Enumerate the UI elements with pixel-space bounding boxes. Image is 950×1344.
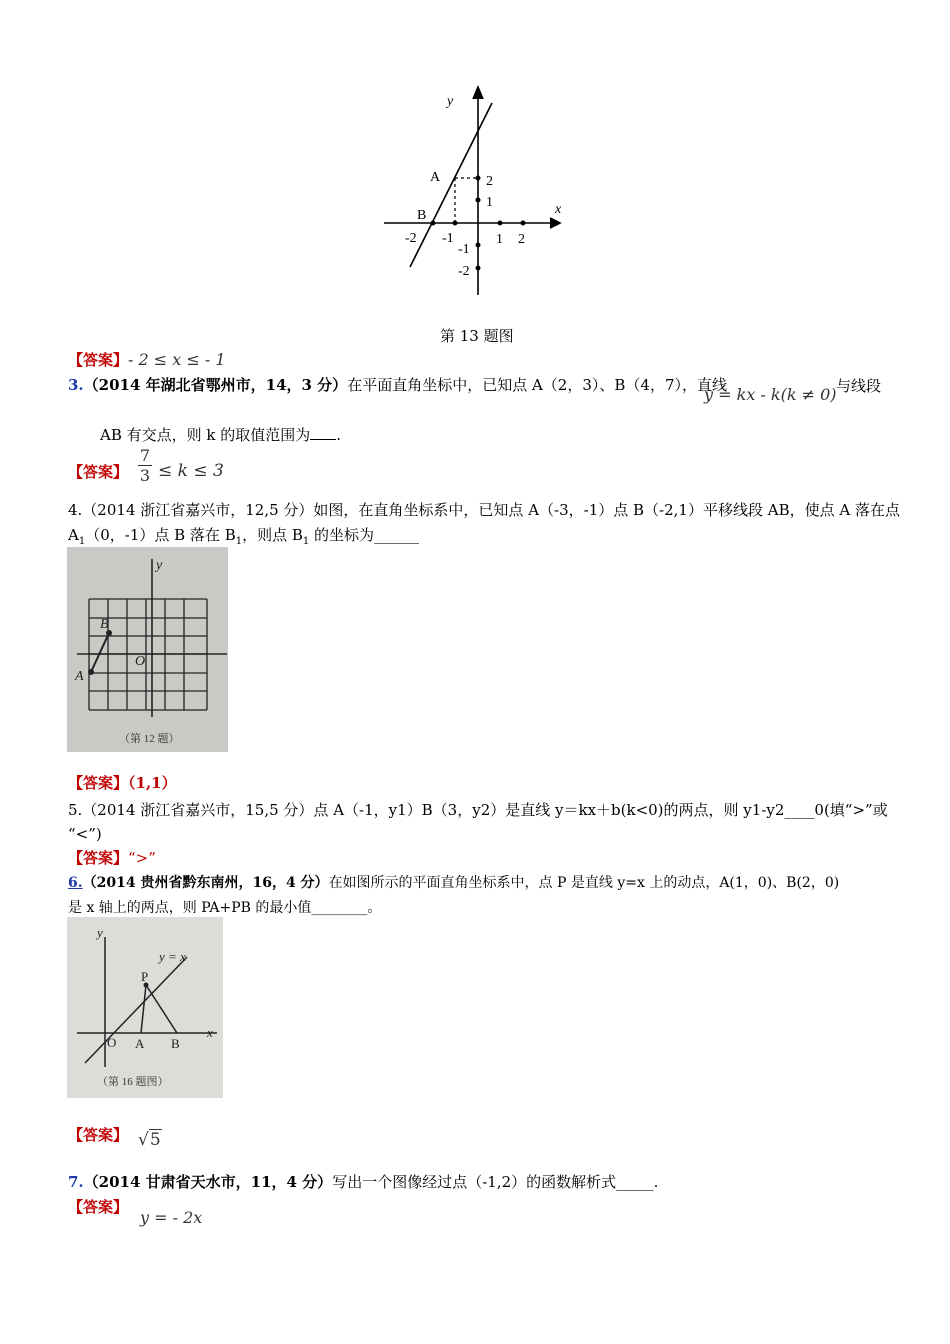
svg-text:1: 1 [496,232,503,247]
svg-text:A: A [75,669,84,684]
q3-answer-rest: ≤ k ≤ 3 [158,461,224,481]
svg-text:2: 2 [518,232,525,247]
svg-text:（第 12 题）: （第 12 题） [119,733,180,745]
svg-text:B: B [100,617,109,632]
svg-text:x: x [207,1025,213,1040]
q6-line2: 是 x 轴上的两点，则 PA+PB 的最小值________。 [68,900,382,916]
q6-figure-photo [67,917,223,1098]
svg-text:-1: -1 [458,242,470,257]
q4-line2: $A_1(0$，-1）点 B 落在 $B_1$，则点 $B_1$ 的坐标为______ [68,526,420,547]
q4-answer: 【答案】（1,1） [68,774,177,792]
point-b-label: B [417,208,427,223]
q5-line2: “<”) [68,825,102,843]
svg-text:-2: -2 [405,231,417,246]
q3-formula: y = kx - k(k ≠ 0) [704,385,837,404]
figure-13-caption: 第 13 题图 [440,327,514,345]
svg-text:y: y [156,558,163,573]
q3-line2: AB 有交点，则 k 的取值范围为 . [100,426,342,444]
q7-answer-formula: y = - 2x [140,1208,203,1227]
svg-text:P: P [141,969,149,984]
q7-line: 7.（2014 甘肃省天水市，11，4 分）写出一个图像经过点（-1,2）的函数解析式_____. [68,1173,659,1191]
svg-text:y: y [97,925,103,940]
q6-answer-sqrt: √5 [138,1130,161,1150]
q2-answer: 【答案】- 2 ≤ x ≤ - 1 [68,350,226,369]
point-a-label: A [430,170,441,185]
y-axis-label: y [447,94,454,109]
svg-text:-1: -1 [442,231,454,246]
svg-text:（第 16 题图）: （第 16 题图） [97,1076,169,1088]
q3-answer: 【答案】 [68,463,129,481]
svg-text:O: O [107,1035,117,1050]
svg-text:2: 2 [486,174,493,189]
svg-text:O: O [135,654,146,669]
q3-text2: 与线段 [836,377,882,395]
svg-text:y = x: y = x [159,949,186,964]
figure-13 [380,85,570,300]
q3-line1: 3.（2014 年湖北省鄂州市，14，3 分）在平面直角坐标中，已知点 A（2，3）、B（4，7），直线 [68,376,727,394]
q3-answer-fraction: 7 3 [139,446,151,485]
svg-text:-2: -2 [458,264,470,279]
svg-text:B: B [171,1036,180,1051]
q6-line1: 6.（2014 贵州省黔东南州，16，4 分）在如图所示的平面直角坐标系中，点 P 是直线 y=x 上的动点，A(1，0)、B(2，0) [68,875,840,891]
q6-answer: 【答案】 [68,1126,129,1144]
svg-text:A: A [135,1036,145,1051]
q7-answer: 【答案】 [68,1198,129,1216]
x-axis-label: x [555,202,562,217]
q5-answer: 【答案】“>” [68,849,156,867]
svg-text:1: 1 [486,195,493,210]
q4-figure-photo [67,547,228,752]
q4-line1: 4.（2014 浙江省嘉兴市，12,5 分）如图，在直角坐标系中，已知点 A（-3，-1）点 B（-2,1）平移线段 AB，使点 A 落在点 [68,501,900,519]
q5-line1: 5.（2014 浙江省嘉兴市，15,5 分）点 A（-1，y1）B（3，y2）是直线 y＝kx＋b(k<0)的两点，则 y1-y2____0(填“>”或 [68,801,888,819]
